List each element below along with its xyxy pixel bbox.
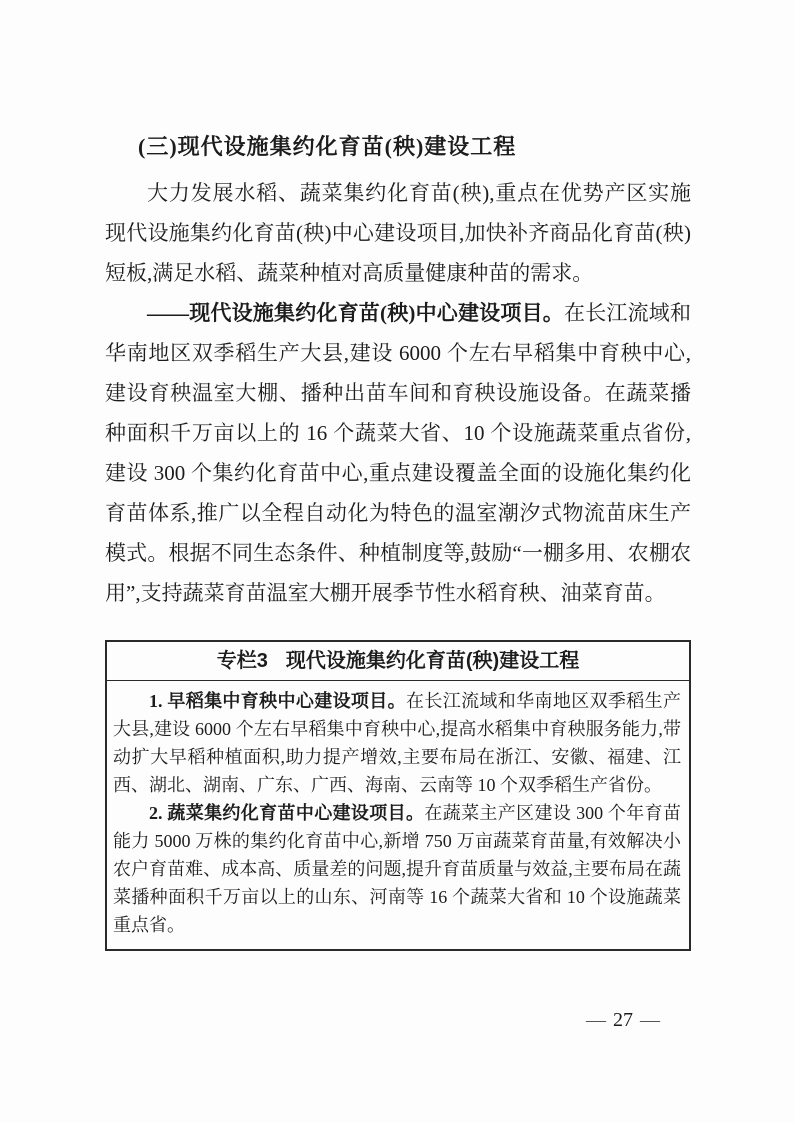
box-item-2-lead: 2. 蔬菜集约化育苗中心建设项目。 [149,803,425,823]
box-item-1 [113,687,681,799]
box-item-2 [113,799,681,939]
paragraph-project-lead: ——现代设施集约化育苗(秧)中心建设项目。 [147,301,564,325]
paragraph-intro: 大力发展水稻、蔬菜集约化育苗(秧),重点在优势产区实施现代设施集约化育苗(秧)中心建设项目,加快补齐商品化育苗(秧)短板,满足水稻、蔬菜种植对高质量健康种苗的需求。 [105,181,691,285]
page-content [105,133,691,951]
column-box [105,640,691,951]
box-item-1-body: 在长江流域和华南地区双季稻生产大县,建设 6000 个左右早稻集中育秧中心,提高水稻集中育秧服务能力,带动扩大早稻种植面积,助力提产增效,主要布局在浙江、安徽、福建、江西、湖北、湖南、广东、广西、海南、云南等 10 个双季稻生产省份。 [113,691,681,795]
page-number-value: 27 [613,1009,633,1031]
page-number-dash-right: — [640,1009,660,1031]
column-box-header [107,642,689,681]
page-number-dash-left: — [586,1009,606,1031]
paragraph-project-body: 在长江流域和华南地区双季稻生产大县,建设 6000 个左右早稻集中育秧中心,建设育秧温室大棚、播种出苗车间和育秧设施设备。在蔬菜播种面积千万亩以上的 16 个蔬菜大省、10 个设施蔬菜重点省份,建设 300 个集约化育苗中心,重点建设覆盖全面的设施化集约化育苗体系,推广以全程自动化为特色的温室潮汐式物流苗床生产模式。根据不同生态条件、种植制度等,鼓励“一棚多用、农棚农用”,支持蔬菜育苗温室大棚开展季节性水稻育秧、油菜育苗。 [105,301,691,605]
paragraph-project [105,293,691,613]
box-item-1-lead: 1. 早稻集中育秧中心建设项目。 [149,691,406,711]
column-box-label: 专栏3 [216,650,268,672]
page-number [579,1008,667,1032]
column-box-title: 现代设施集约化育苗(秧)建设工程 [285,650,580,672]
section-heading: (三)现代设施集约化育苗(秧)建设工程 [138,134,517,159]
box-item-2-body: 在蔬菜主产区建设 300 个年育苗能力 5000 万株的集约化育苗中心,新增 750 万亩蔬菜育苗量,有效解决小农户育苗难、成本高、质量差的问题,提升育苗质量与效益,主要布局在蔬菜播种面积千万亩以上的山东、河南等 16 个蔬菜大省和 10 个设施蔬菜重点省。 [113,803,682,935]
column-box-body [107,681,689,949]
